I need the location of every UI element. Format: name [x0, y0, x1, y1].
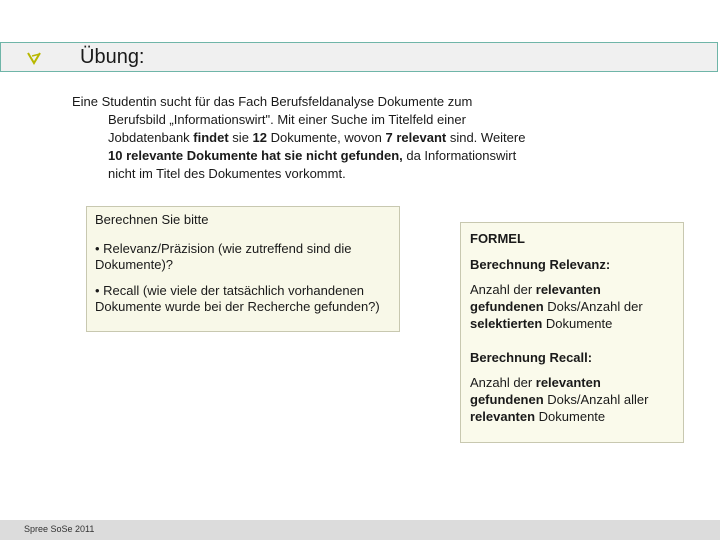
formula-text: Doks/Anzahl der [543, 299, 643, 314]
formula-heading: FORMEL [470, 231, 525, 246]
intro-emphasis: findet [193, 130, 229, 145]
formula-emphasis: relevanten gefundenen [470, 282, 601, 314]
footer-text: Spree SoSe 2011 [24, 524, 95, 534]
intro-line [72, 147, 572, 165]
intro-text: sind. Weitere [446, 130, 526, 145]
relevance-heading: Berechnung Relevanz: [470, 257, 611, 272]
formula-emphasis: selektierten [470, 316, 543, 331]
intro-emphasis: 7 relevant [385, 130, 447, 145]
footer-bar [0, 520, 720, 540]
recall-heading: Berechnung Recall: [470, 350, 593, 365]
formula-text: Anzahl der [470, 375, 536, 390]
intro-line: nicht im Titel des Dokumentes vorkommt. [108, 166, 346, 181]
formula-box [460, 222, 684, 443]
arrow-down-right-icon [26, 50, 42, 66]
formula-text: Anzahl der [470, 282, 536, 297]
formula-text: Dokumente [535, 409, 606, 424]
intro-line: Berufsbild „Informationswirt". Mit einer Suche im Titelfeld einer [108, 112, 466, 127]
intro-emphasis: 10 relevante Dokumente hat sie nicht gefunden, [108, 148, 403, 163]
task-box [86, 206, 400, 332]
task-question-recall: • Recall (wie viele der tatsächlich vorhandenen Dokumente wurde bei der Recherche gefunden?) [95, 283, 380, 314]
page-title: Übung: [80, 46, 145, 68]
formula-emphasis: relevanten [470, 409, 536, 424]
intro-emphasis: 12 [252, 130, 267, 145]
intro-line: Eine Studentin sucht für das Fach Berufsfeldanalyse Dokumente zum [72, 94, 473, 109]
relevance-formula [470, 281, 674, 332]
intro-text: sie [228, 130, 253, 145]
formula-text: Doks/Anzahl aller [543, 392, 649, 407]
recall-formula [470, 374, 674, 425]
intro-text: da Informationswirt [402, 148, 517, 163]
intro-text: Jobdatenbank [108, 130, 194, 145]
formula-emphasis: relevanten gefundenen [470, 375, 601, 407]
intro-line [72, 129, 572, 147]
task-heading: Berechnen Sie bitte [95, 212, 209, 227]
exercise-text [72, 93, 572, 183]
intro-text: Dokumente, wovon [267, 130, 386, 145]
task-question-relevance: • Relevanz/Präzision (wie zutreffend sind die Dokumente)? [95, 241, 352, 272]
formula-text: Dokumente [542, 316, 613, 331]
